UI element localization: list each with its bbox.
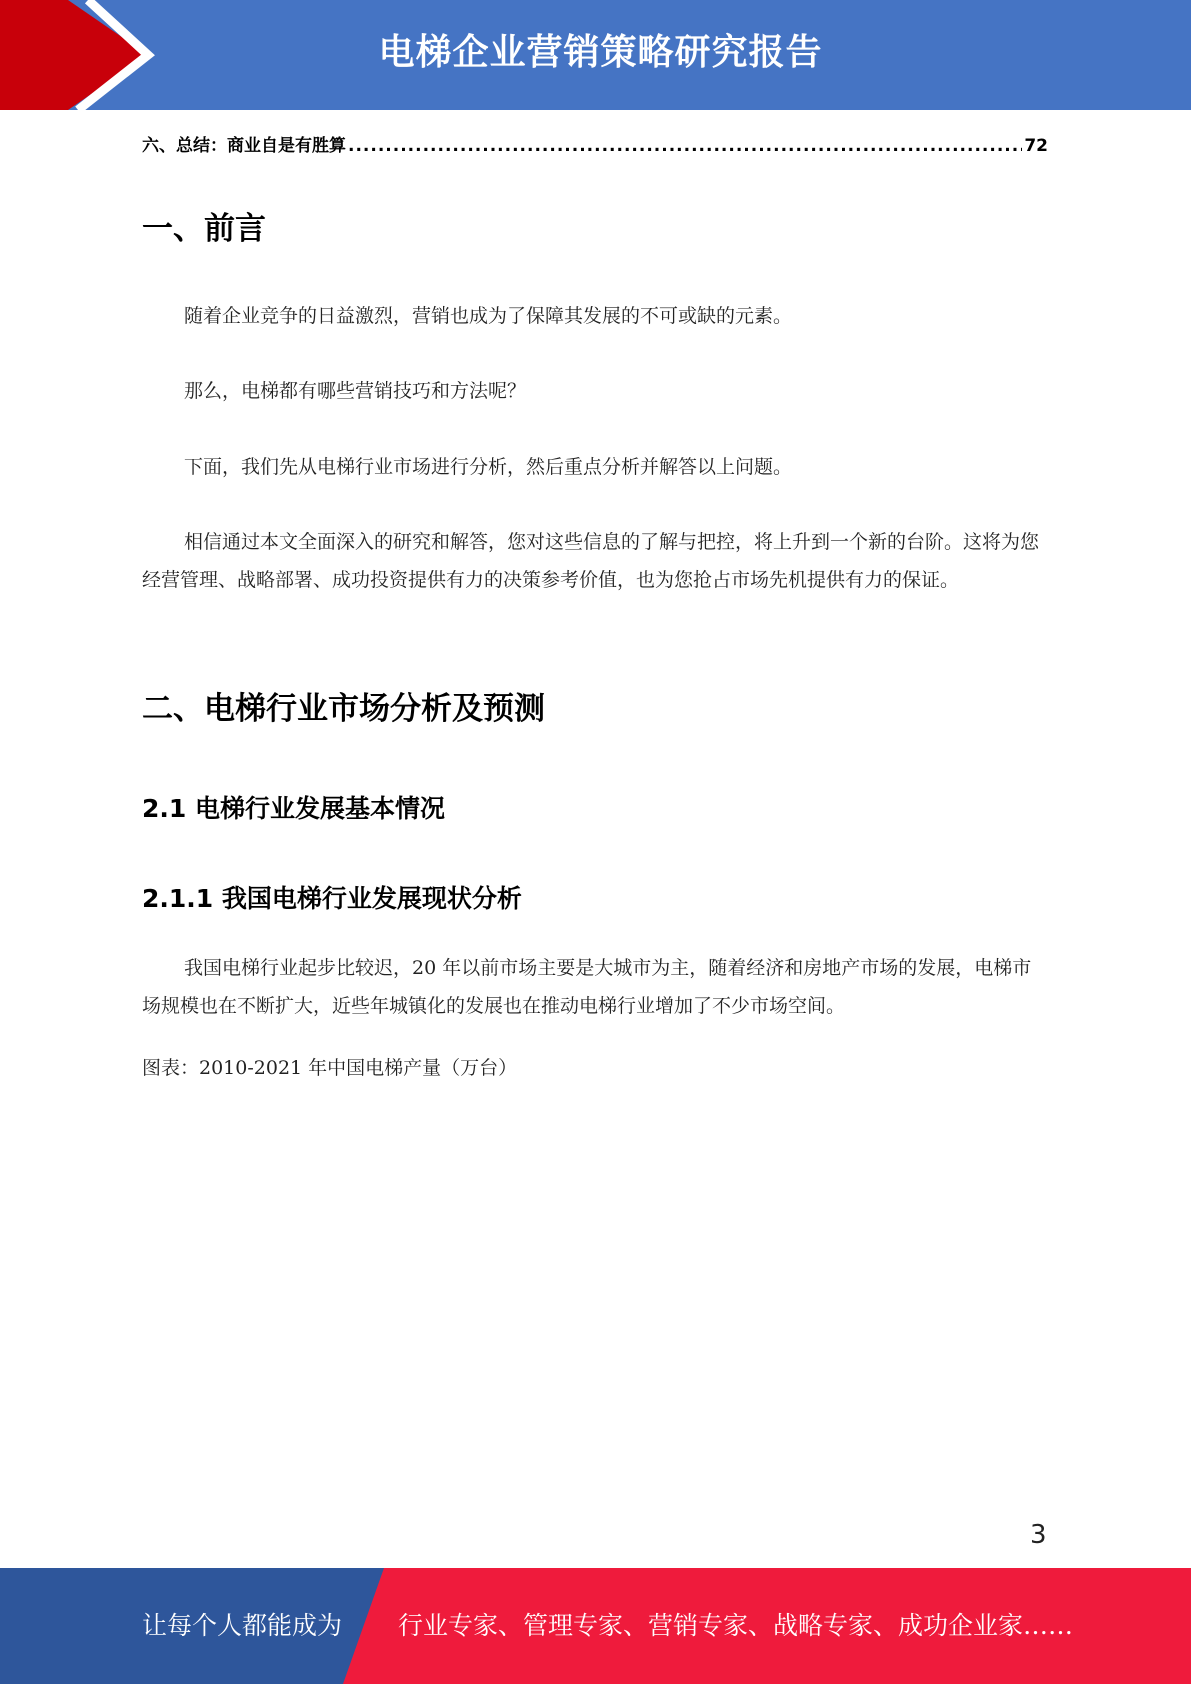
toc-dot-leader [348,136,1022,156]
intro-paragraph-4: 相信通过本文全面深入的研究和解答，您对这些信息的了解与把控，将上升到一个新的台阶。这将为您经营管理、战略部署、成功投资提供有力的决策参考价值，也为您抢占市场先机提供有力的保证。 [142,531,1040,591]
toc-entry[interactable] [142,131,1048,155]
toc-entry-page: 72 [1024,136,1048,156]
page-footer [0,1568,1191,1684]
intro-paragraph-3: 下面，我们先从电梯行业市场进行分析，然后重点分析并解答以上问题。 [184,456,793,478]
header-chevron-graphic [0,0,160,110]
footer-slogan-left: 让每个人都能成为 [142,1611,343,1640]
footer-slogan-right: 行业专家、管理专家、营销专家、战略专家、成功企业家…… [398,1611,1074,1640]
section-2-1-1-heading: 2.1.1 我国电梯行业发展现状分析 [142,884,522,913]
page-number: 3 [1030,1520,1047,1550]
header-title-wrap [300,0,1191,110]
header-red-chevron [0,0,148,110]
intro-paragraph-2: 那么，电梯都有哪些营销技巧和方法呢？ [184,380,527,402]
section-1-heading: 一、前言 [142,211,266,247]
section-2-1-heading: 2.1 电梯行业发展基本情况 [142,794,445,823]
page-header [0,0,1191,110]
market-status-paragraph: 我国电梯行业起步比较迟，20 年以前市场主要是大城市为主，随着经济和房地产市场的发展，电梯市场规模也在不断扩大，近些年城镇化的发展也在推动电梯行业增加了不少市场空间。 [142,957,1032,1017]
report-title: 电梯企业营销策略研究报告 [378,32,823,73]
section-2-heading: 二、电梯行业市场分析及预测 [142,691,545,727]
figure-caption: 图表：2010-2021 年中国电梯产量（万台） [142,1057,518,1079]
intro-paragraph-1: 随着企业竞争的日益激烈，营销也成为了保障其发展的不可或缺的元素。 [184,305,793,327]
toc-entry-label: 六、总结：商业自是有胜算 [142,136,346,156]
